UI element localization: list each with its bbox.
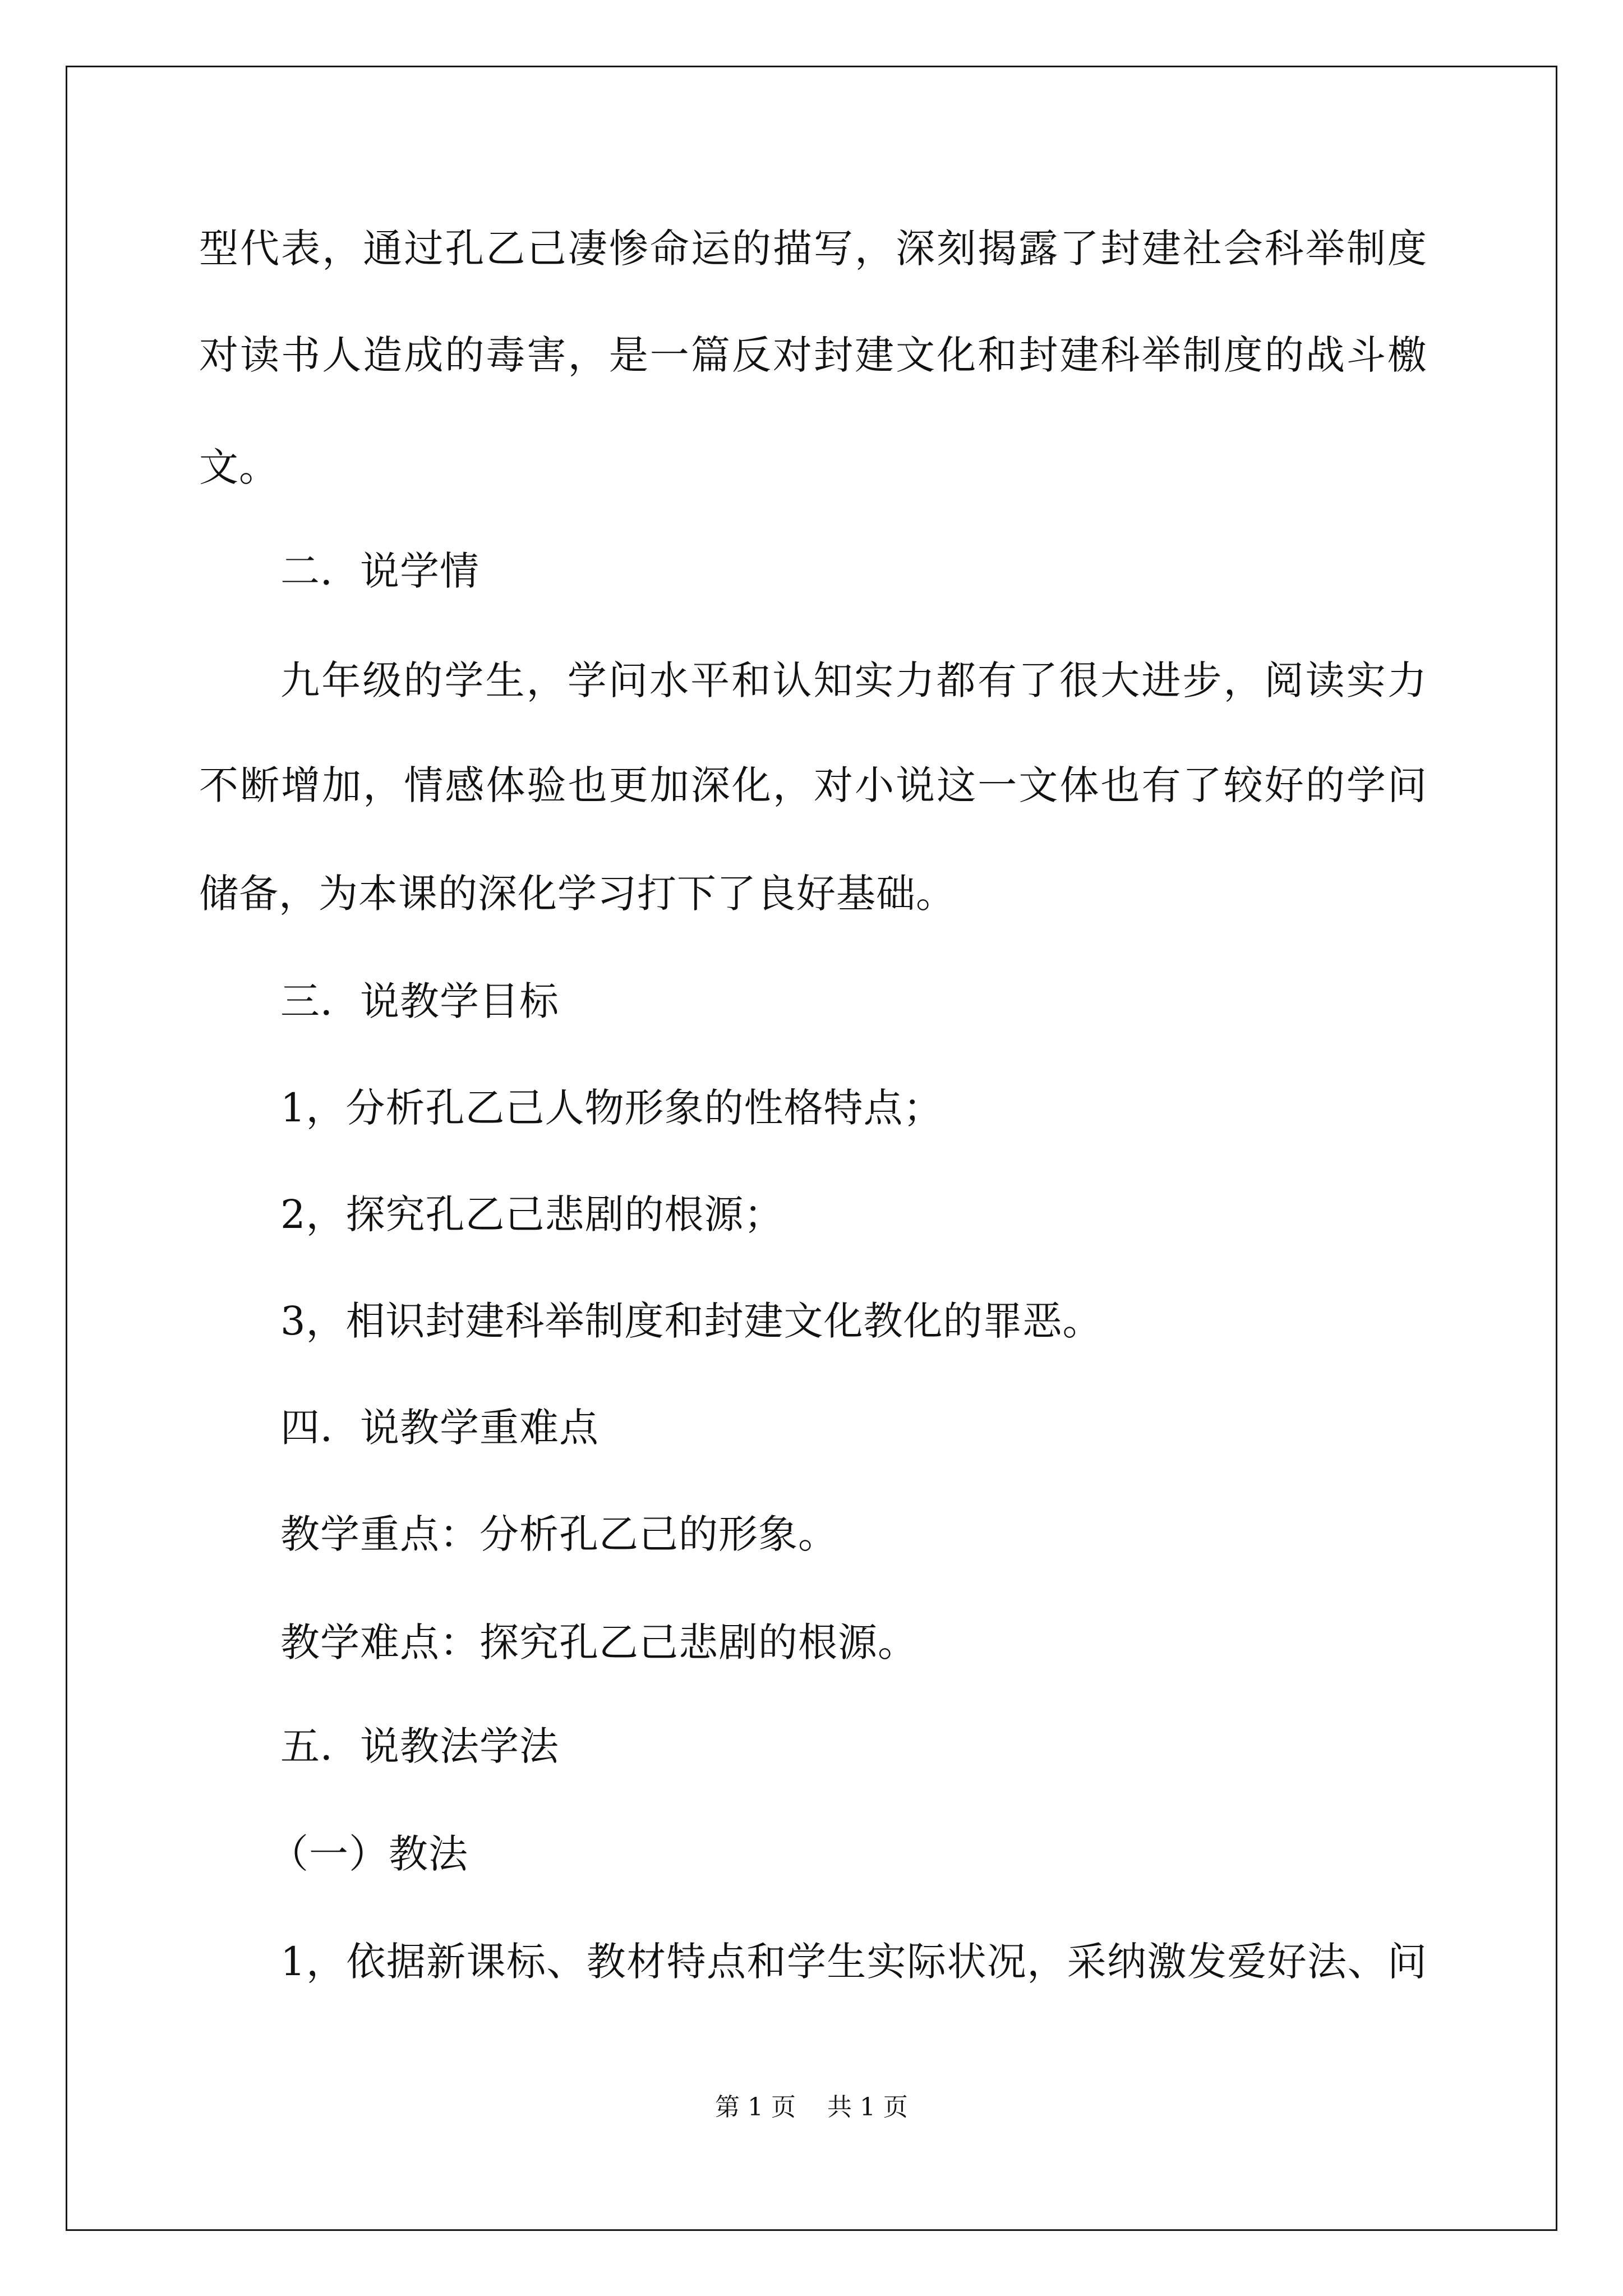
goal-item-2: 2，探究孔乙己悲剧的根源；: [280, 1191, 784, 1237]
paragraph-line-7: 储备，为本课的深化学习打下了良好基础。: [199, 871, 956, 917]
goal-item-1: 1，分析孔乙己人物形象的性格特点；: [280, 1085, 943, 1131]
paragraph-line-1: 型代表，通过孔乙己凄惨命运的描写，深刻揭露了封建社会科举制度: [199, 226, 1427, 272]
paragraph-line-6: 不断增加，情感体验也更加深化，对小说这一文体也有了较好的学问: [199, 762, 1427, 808]
method-item-1: 1，依据新课标、教材特点和学生实际状况，采纳激发爱好法、问: [280, 1939, 1427, 1985]
page-footer: 第 1 页 共 1 页: [715, 2093, 908, 2122]
section-heading-key-difficulties: 四．说教学重难点: [280, 1405, 599, 1451]
subsection-heading-teaching-method: （一）教法: [269, 1831, 468, 1877]
difficulty-line: 教学难点：探究孔乙己悲剧的根源。: [280, 1619, 917, 1665]
paragraph-line-3: 文。: [199, 444, 279, 490]
page-border: [66, 66, 1557, 2231]
key-point-line: 教学重点：分析孔乙己的形象。: [280, 1511, 838, 1557]
paragraph-line-2: 对读书人造成的毒害，是一篇反对封建文化和封建科举制度的战斗檄: [199, 332, 1427, 378]
goal-item-3: 3，相识封建科举制度和封建文化教化的罪恶。: [280, 1298, 1103, 1344]
paragraph-line-5: 九年级的学生，学问水平和认知实力都有了很大进步，阅读实力: [280, 657, 1427, 703]
section-heading-teaching-goals: 三．说教学目标: [280, 978, 559, 1024]
section-heading-methods: 五．说教法学法: [280, 1723, 559, 1769]
section-heading-learning-situation: 二．说学情: [280, 548, 479, 594]
